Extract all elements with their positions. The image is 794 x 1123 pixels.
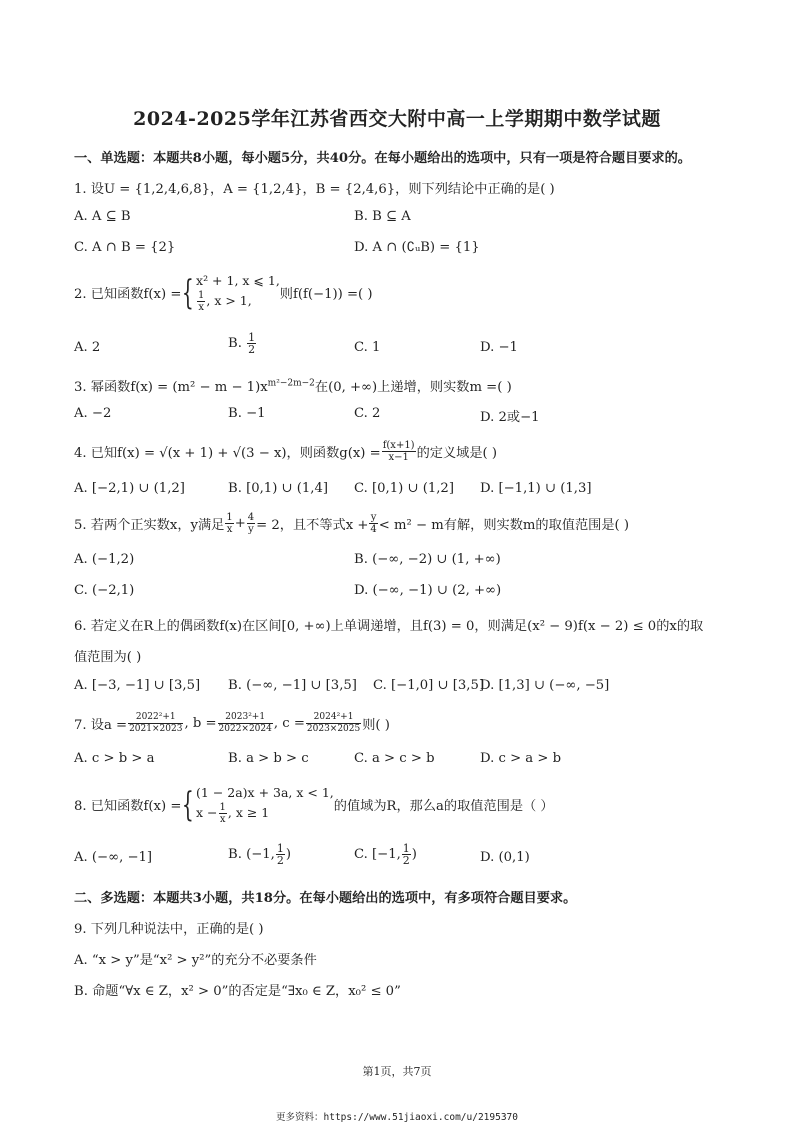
q2-option-a: A. 2 <box>74 340 101 355</box>
q5-mid: = 2，且不等式x + <box>256 518 369 533</box>
q2-option-c: C. 1 <box>354 340 381 355</box>
q3-stem-a: 3. 幂函数f(x) = (m² − m − 1)x <box>74 380 268 395</box>
q4-frac-den: x−1 <box>388 452 409 463</box>
q8-b-right: ) <box>285 847 292 862</box>
page-title: 2024-2025学年江苏省西交大附中高一上学期期中数学试题 <box>133 108 661 130</box>
q3-stem-b: 在(0, +∞)上递增，则实数m =( ) <box>314 380 512 395</box>
q8-c-den: 2 <box>402 854 410 867</box>
q2-piecewise <box>196 272 280 313</box>
section-heading-multi-choice: 二、多选题：本题共3小题，共18分。在每小题给出的选项中，有多项符合题目要求。 <box>74 891 577 906</box>
q5-f3-den: 4 <box>370 524 377 535</box>
q7-lead: 7. 设a = <box>74 718 128 733</box>
q2-case2-rest: , x > 1, <box>206 293 252 308</box>
q7-option-d: D. c > a > b <box>480 751 562 766</box>
q8-prefix: 8. 已知函数f(x) = <box>74 799 182 814</box>
q5-option-d: D. (−∞, −1) ∪ (2, +∞) <box>354 583 502 598</box>
q5-f2-den: y <box>248 524 254 535</box>
question-8-stem <box>74 784 554 825</box>
q5-f1-den: x <box>226 524 233 535</box>
q6-option-b: B. (−∞, −1] ∪ [3,5] <box>228 678 357 693</box>
q7-b-label: , b = <box>184 716 217 731</box>
q4-option-a: A. [−2,1) ∪ (1,2] <box>74 481 185 496</box>
question-7-stem <box>74 712 390 735</box>
q7-option-c: C. a > c > b <box>354 751 435 766</box>
q6-option-c: C. [−1,0] ∪ [3,5] <box>373 678 485 693</box>
q8-c-left: C. [−1, <box>354 847 401 862</box>
q8-c-num: 1 <box>402 842 410 855</box>
q2-option-b-label: B. <box>228 336 242 351</box>
q8-c-right: ) <box>411 847 417 862</box>
q9-option-a: A. “x > y”是“x² > y²”的充分不必要条件 <box>74 953 317 968</box>
question-3-stem <box>74 376 512 395</box>
q7-option-a: A. c > b > a <box>74 751 155 766</box>
section-heading-single-choice: 一、单选题：本题共8小题，每小题5分，共40分。在每小题给出的选项中，只有一项是符合题目要求的。 <box>74 151 691 166</box>
q4-option-b: B. [0,1) ∪ (1,4] <box>228 481 329 496</box>
question-1-stem: 1. 设U = {1,2,4,6,8}，A = {1,2,4}，B = {2,4,6}，则下列结论中正确的是( ) <box>74 182 555 197</box>
q7-c-label: , c = <box>273 716 305 731</box>
brace-icon: { <box>182 272 195 313</box>
q8-case2-num: 1 <box>219 802 226 813</box>
q6-option-d: D. [1,3] ∪ (−∞, −5] <box>480 678 610 693</box>
q3-option-d: D. 2或−1 <box>480 410 540 425</box>
q7-b-num: 2023²+1 <box>218 712 273 724</box>
q2-case2-frac-den: x <box>198 302 205 313</box>
q1-option-a: A. A ⊆ B <box>74 209 131 224</box>
q5-plus: + <box>234 516 246 531</box>
q5-f1-num: 1 <box>226 512 233 523</box>
q8-piecewise <box>196 784 334 825</box>
q7-c-num: 2024²+1 <box>306 712 361 724</box>
question-2-stem <box>74 272 373 313</box>
q7-a-num: 2022²+1 <box>128 712 183 724</box>
q2-case-1: x² + 1, x ⩽ 1, <box>196 273 280 288</box>
q8-option-b <box>228 843 291 866</box>
q8-case2-den: x <box>219 814 226 825</box>
q7-a-den: 2021×2023 <box>129 724 183 734</box>
q4-stem-b: 的定义域是( ) <box>416 446 498 461</box>
q8-option-d: D. (0,1) <box>480 850 530 865</box>
q8-option-c <box>354 843 417 866</box>
question-9-stem: 9. 下列几种说法中，正确的是( ) <box>74 922 264 937</box>
question-4-stem <box>74 440 497 463</box>
q7-c-den: 2023×2025 <box>306 724 361 734</box>
question-5-stem <box>74 512 629 535</box>
question-6-line-1: 6. 若定义在R上的偶函数f(x)在区间[0, +∞)上单调递增，且f(3) = 0，则满足(x² − 9)f(x − 2) ≤ 0的x的取 <box>74 619 704 634</box>
q2-option-d: D. −1 <box>480 340 518 355</box>
q8-case2-b: , x ≥ 1 <box>227 805 270 820</box>
q2-option-b <box>228 332 257 355</box>
q8-case-1: (1 − 2a)x + 3a, x < 1, <box>196 785 334 800</box>
q4-option-c: C. [0,1) ∪ (1,2] <box>354 481 454 496</box>
q5-stem-a: 5. 若两个正实数x，y满足 <box>74 518 225 533</box>
q8-b-left: B. (−1, <box>228 847 275 862</box>
q7-tail: 则( ) <box>362 718 390 733</box>
q3-exponent: m²−2m−2 <box>267 378 315 389</box>
q5-option-a: A. (−1,2) <box>74 552 135 567</box>
q1-option-b: B. B ⊆ A <box>354 209 411 224</box>
q4-stem-a: 4. 已知f(x) = √(x + 1) + √(3 − x)，则函数g(x) = <box>74 446 381 461</box>
more-resources-link[interactable]: 更多资料：https://www.51jiaoxi.com/u/2195370 <box>276 1112 518 1123</box>
q2-b-num: 1 <box>248 331 256 344</box>
q8-case2-a: x − <box>196 805 218 820</box>
page-footer: 第1页，共7页 <box>362 1065 432 1078</box>
q3-option-c: C. 2 <box>354 406 381 421</box>
q5-f3-num: y <box>370 512 377 523</box>
q2-case2-frac-num: 1 <box>198 290 205 301</box>
q3-option-b: B. −1 <box>228 406 266 421</box>
q2-b-den: 2 <box>248 343 256 356</box>
q6-option-a: A. [−3, −1] ∪ [3,5] <box>74 678 201 693</box>
q8-b-num: 1 <box>276 842 284 855</box>
q4-frac-num: f(x+1) <box>382 440 415 451</box>
q8-b-den: 2 <box>276 854 284 867</box>
q5-stem-b: < m² − m有解，则实数m的取值范围是( ) <box>378 518 630 533</box>
q1-option-c: C. A ∩ B = {2} <box>74 240 176 255</box>
q7-option-b: B. a > b > c <box>228 751 309 766</box>
q2-suffix: 则f(f(−1)) =( ) <box>279 287 373 302</box>
q8-option-a: A. (−∞, −1] <box>74 850 153 865</box>
q2-prefix: 2. 已知函数f(x) = <box>74 287 182 302</box>
q8-suffix: 的值域为R，那么a的取值范围是（ ） <box>333 799 554 814</box>
brace-icon: { <box>182 784 195 825</box>
q5-f2-num: 4 <box>247 512 255 523</box>
q7-b-den: 2022×2024 <box>218 724 272 734</box>
q9-option-b: B. 命题“∀x ∈ Z，x² > 0”的否定是“∃x₀ ∈ Z，x₀² ≤ 0” <box>74 984 401 999</box>
q2-case-2 <box>196 290 280 313</box>
q4-option-d: D. [−1,1) ∪ (1,3] <box>480 481 592 496</box>
q3-option-a: A. −2 <box>74 406 112 421</box>
q1-option-d: D. A ∩ (∁ᵤB) = {1} <box>354 240 480 255</box>
q8-case-2 <box>196 802 334 825</box>
question-6-line-2: 值范围为( ) <box>74 650 142 665</box>
q5-option-b: B. (−∞, −2) ∪ (1, +∞) <box>354 552 501 567</box>
q5-option-c: C. (−2,1) <box>74 583 135 598</box>
